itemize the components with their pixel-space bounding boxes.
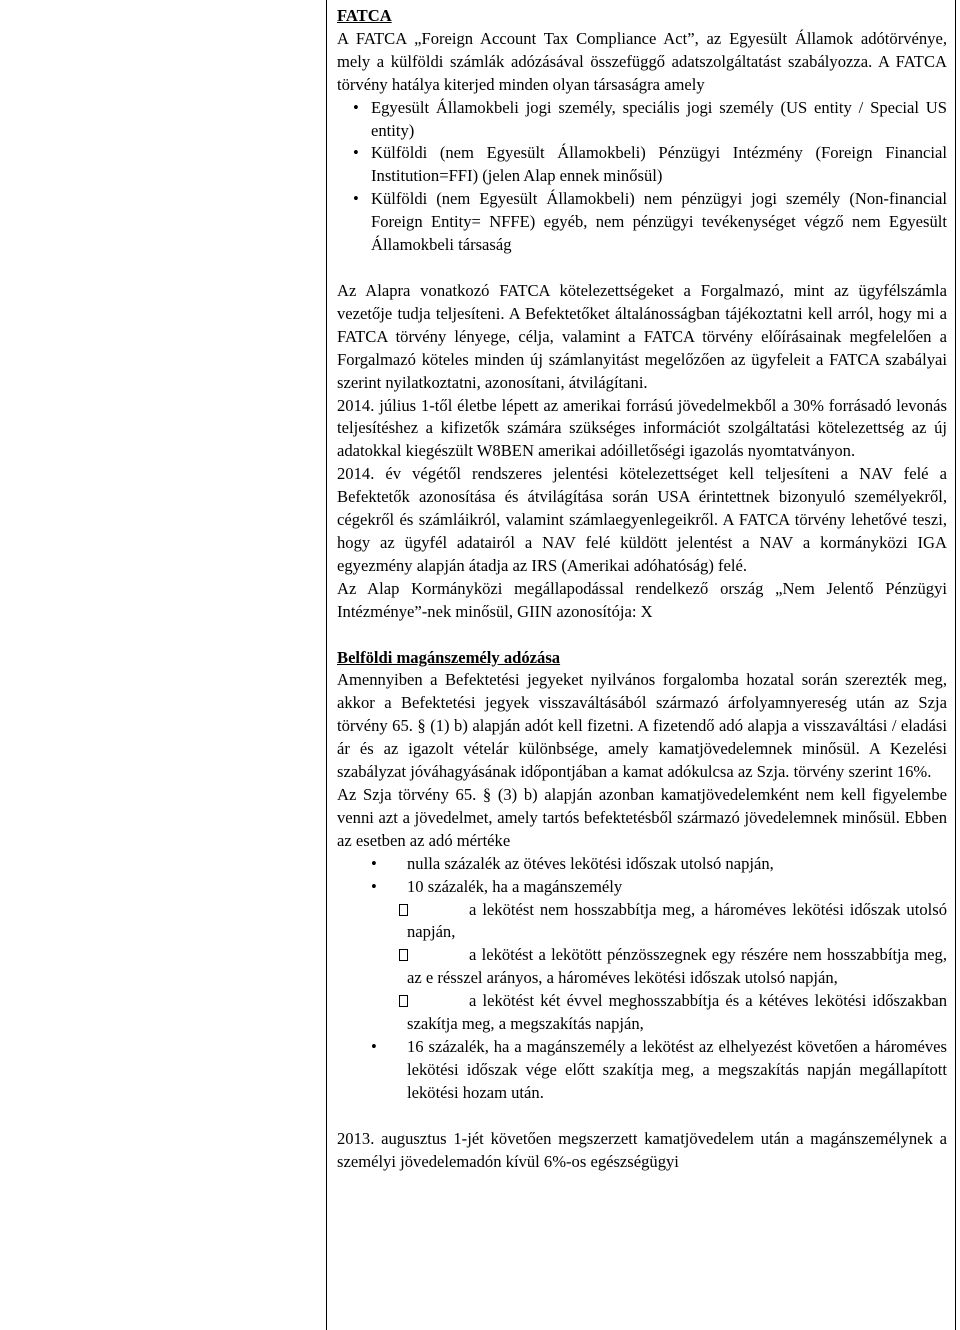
tax-rate-text: nulla százalék az ötéves lekötési időszak utolsó napján, xyxy=(407,853,774,873)
tax-heading: Belföldi magánszemély adózása xyxy=(337,647,561,667)
tax-rate-sublist xyxy=(407,899,947,1036)
spacer xyxy=(337,257,947,280)
fatca-entity-item: • Külföldi (nem Egyesült Államokbeli) nem pénzügyi jogi személy (Non-financial Foreign Entity= NFFE) egyéb, nem pénzügyi tevékenységet végző nem Egyesült Államokbeli társaság xyxy=(337,188,947,257)
tax-paragraph-2: Az Szja törvény 65. § (3) b) alapján azonban kamatjövedelemként nem kell figyelembe venni azt a jövedelmet, amely tartós befektetésből származó jövedelemnek minősül. Ebben az esetben az adó mértéke xyxy=(337,785,947,850)
tax-rate-subitem xyxy=(407,990,947,1036)
fatca-entity-item: • Külföldi (nem Egyesült Államokbeli) Pénzügyi Intézmény (Foreign Financial Institution=FFI) (jelen Alap ennek minősül) xyxy=(337,142,947,188)
tax-paragraph-3: 2013. augusztus 1-jét követően megszerzett kamatjövedelem után a magánszemélynek a személyi jövedelemadón kívül 6%-os egészségügyi xyxy=(337,1128,947,1171)
tax-rate-item xyxy=(337,853,947,876)
tax-rate-subitem-text: a lekötést két évvel meghosszabbítja és a kétéves lekötési időszakban szakítja meg, a megszakítás napján, xyxy=(407,991,947,1034)
fatca-paragraph-obligations: Az Alapra vonatkozó FATCA kötelezettségeket a Forgalmazó, mint az ügyfélszámla vezetője tudja teljesíteni. A Befektetőket általánosságban tájékoztatni kell arról, hogy mi a FATCA törvény lényege, célja, valamint a FATCA törvény előírásainak megfelelően a Forgalmazó köteles minden új számlanyitást megelőzően az ügyfeleit a FATCA szabályai szerint nyilatkoztatni, azonosítani, átvilágítani. xyxy=(337,280,947,392)
tax-rate-subitem-text: a lekötést nem hosszabbítja meg, a hároméves lekötési időszak utolsó napján, xyxy=(407,899,947,942)
tax-rate-item xyxy=(337,876,947,1036)
tax-rate-list xyxy=(337,853,947,1105)
fatca-entity-list xyxy=(337,97,947,257)
fatca-paragraph-giin: Az Alap Kormányközi megállapodással rendelkező ország „Nem Jelentő Pénzügyi Intézménye”-nek minősül, GIIN azonosítója: X xyxy=(337,578,947,621)
square-bullet-icon xyxy=(399,949,408,961)
fatca-heading: FATCA xyxy=(337,6,392,25)
bullet: • xyxy=(371,853,377,873)
bullet: • xyxy=(371,1036,377,1056)
square-bullet-icon xyxy=(399,904,408,916)
tax-rate-subitem-text: a lekötést a lekötött pénzösszegnek egy részére nem hosszabbítja meg, az e résszel arányos, a hároméves lekötési időszak utolsó napján, xyxy=(407,945,947,988)
tax-rate-text: 16 százalék, ha a magánszemély a lekötést az elhelyezést követően a hároméves lekötési időszak vége előtt szakítja meg, a megszakítás napján megállapított lekötési hozam után. xyxy=(407,1036,947,1102)
tax-rate-item xyxy=(337,1036,947,1105)
tax-paragraph-1: Amennyiben a Befektetési jegyeket nyilvános forgalomba hozatal során szerezték meg, akkor a Befektetési jegyek visszaváltásából származó árfolyamnyereség után az Szja törvény 65. § (1) b) alapján adót kell fizetni. A fizetendő adó alapja a visszaváltási / eladási ár és az igazolt vételár különbsége, amely kamatjövedelemnek minősül. A Kezelési szabályzat jóváhagyásának időpontjában a kamat adókulcsa az Szja. törvény szerint 16%. xyxy=(337,670,947,782)
tax-rate-subitem xyxy=(407,899,947,945)
fatca-intro: A FATCA „Foreign Account Tax Compliance Act”, az Egyesült Államok adótörvénye, mely a külföldi számlák adózásával összefüggő adatszolgáltatást szabályozza. A FATCA törvény hatálya kiterjed minden olyan társaságra amely xyxy=(337,28,947,94)
table-border-right xyxy=(955,0,956,1330)
table-border-left xyxy=(326,0,327,1330)
tax-rate-text: 10 százalék, ha a magánszemély xyxy=(407,876,623,896)
document-content xyxy=(337,5,947,1174)
fatca-paragraph-2014-july: 2014. július 1-től életbe lépett az amerikai forrású jövedelmekből a 30% forrásadó levonás teljesítéshez a kifizetők számára szükséges információt szolgáltatási kötelezettség az új adatokkal kiegészült W8BEN amerikai adóilletőségi igazolás nyomtatványon. xyxy=(337,395,947,461)
spacer xyxy=(337,624,947,647)
square-bullet-icon xyxy=(399,995,408,1007)
tax-rate-subitem xyxy=(407,944,947,990)
bullet: • xyxy=(371,876,377,896)
fatca-entity-item: • Egyesült Államokbeli jogi személy, speciális jogi személy (US entity / Special US entity) xyxy=(337,97,947,143)
fatca-paragraph-2014-year-end: 2014. év végétől rendszeres jelentési kötelezettséget kell teljesíteni a NAV felé a Befektetők azonosítása és átvilágítása során USA érintettnek bizonyuló személyekről, cégekről és számláikról, valamint számlaegyenlegeikről. A FATCA törvény lehetővé teszi, hogy az ügyfél adatairól a NAV felé küldött jelentést a NAV a kormányközi IGA egyezmény alapján átadja az IRS (Amerikai adóhatóság) felé. xyxy=(337,464,947,575)
spacer xyxy=(337,1105,947,1128)
